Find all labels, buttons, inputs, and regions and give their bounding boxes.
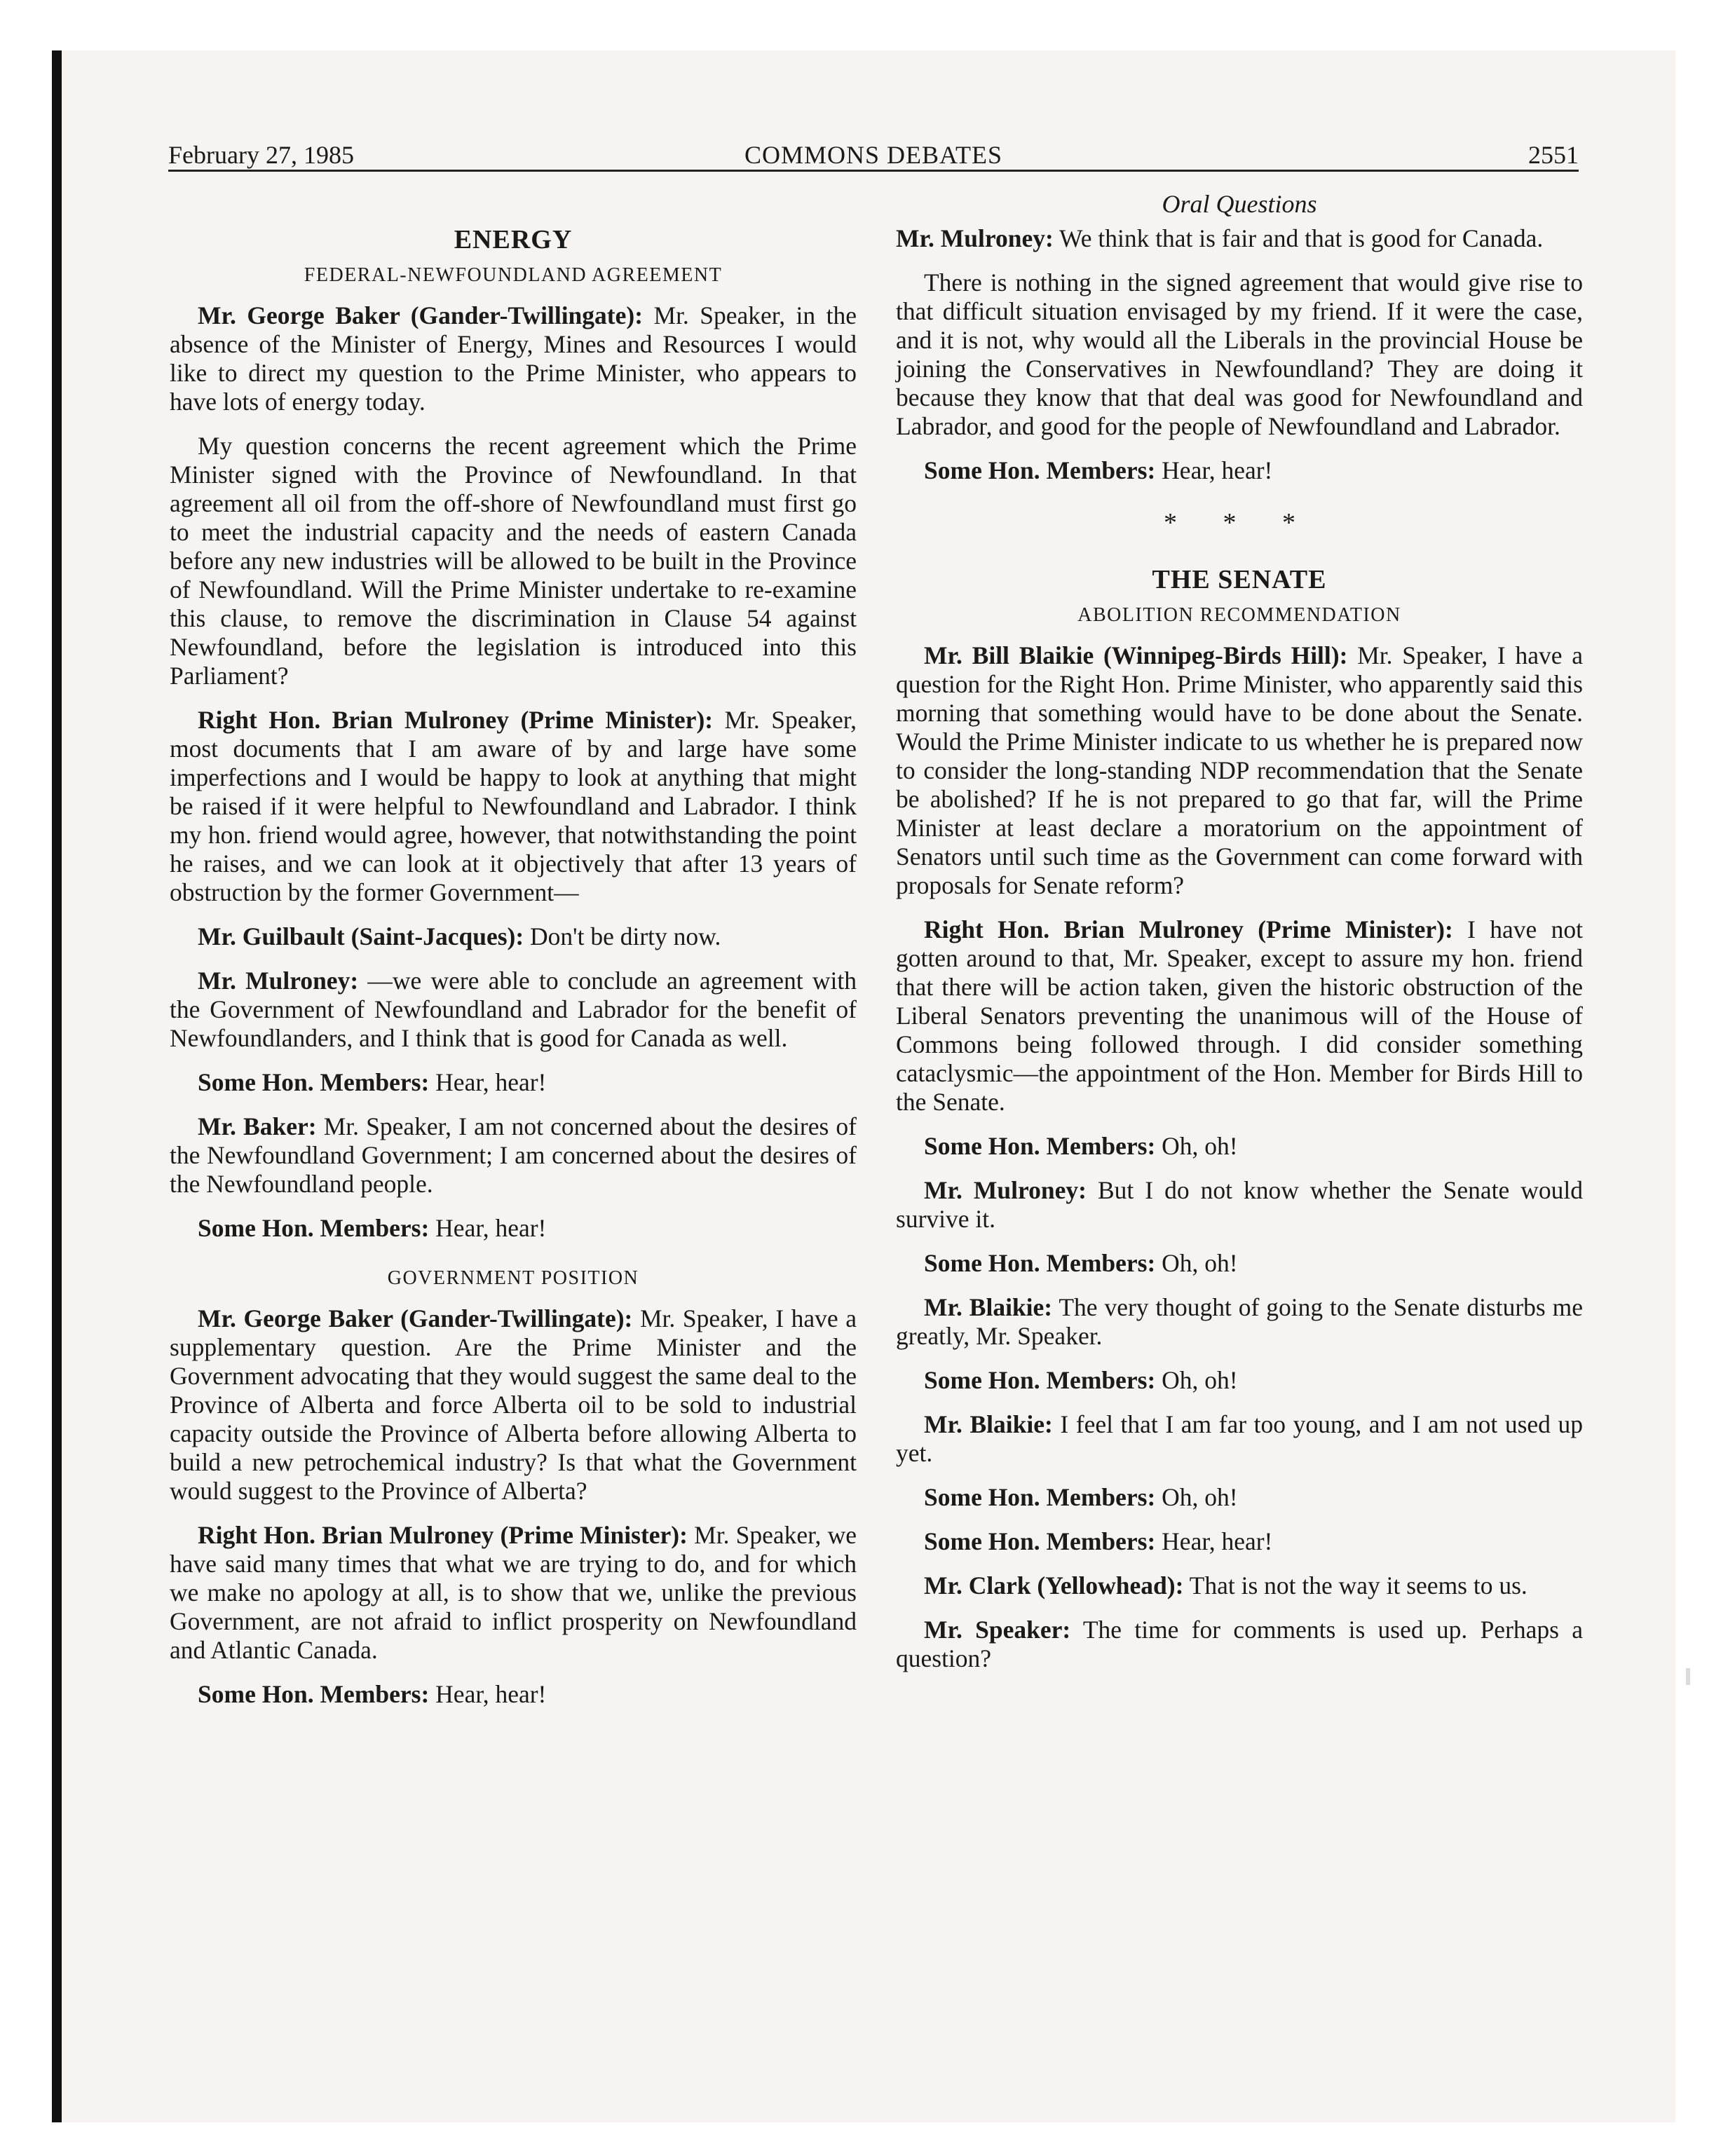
speech-text: —we were able to conclude an agreement with the Government of Newfoundland and Labrador for the benefit of Newfoundlanders, and I think that is good for Canada as well.	[170, 967, 857, 1052]
speaker-name: Right Hon. Brian Mulroney (Prime Minister):	[198, 706, 714, 734]
speech-text: Mr. Speaker, I have a supplementary question. Are the Prime Minister and the Government advocating that they would suggest the same deal to the Province of Alberta and force Alberta oil to be sold to industrial capacity outside the Province of Alberta before allowing Alberta to build a new petrochemical industry? Is that what the Government would suggest to the Province of Alberta?	[170, 1304, 857, 1505]
speaker-name: Right Hon. Brian Mulroney (Prime Minister):	[924, 915, 1453, 943]
speech-text: Mr. Speaker, in the absence of the Minister of Energy, Mines and Resources I would like to direct my question to the Prime Minister, who appears to have lots of energy today.	[170, 301, 857, 416]
paragraph	[896, 1132, 1583, 1161]
paragraph	[170, 1304, 857, 1506]
speaker-name: Mr. Guilbault (Saint-Jacques):	[198, 922, 524, 950]
speech-text: Oh, oh!	[1155, 1132, 1238, 1160]
speaker-name: Mr. George Baker (Gander-Twillingate):	[198, 301, 644, 329]
speaker-name: Mr. Mulroney:	[896, 224, 1054, 252]
paragraph	[896, 224, 1583, 253]
speaker-name: Some Hon. Members:	[924, 1249, 1156, 1277]
subheading-federal-newfoundland: FEDERAL-NEWFOUNDLAND AGREEMENT	[304, 264, 723, 286]
right-column	[896, 189, 1583, 1688]
paragraph	[896, 456, 1583, 485]
paragraph	[896, 1293, 1583, 1351]
speech-text: Hear, hear!	[429, 1068, 547, 1096]
paragraph	[896, 1176, 1583, 1234]
paragraph	[170, 301, 857, 416]
speaker-name: Mr. Blaikie:	[924, 1293, 1053, 1321]
speech-text: Mr. Speaker, I have a question for the Right Hon. Prime Minister, who apparently said this morning that something would have to be done about the Senate. Would the Prime Minister indicate to us whether he is prepared now to consider the long-standing NDP recommendation that the Senate be abolished? If he is not prepared to go that far, will the Prime Minister at least declare a moratorium on the appointment of Senators until such time as the Government can come forward with proposals for Senate reform?	[896, 641, 1583, 899]
speech-text: Mr. Speaker, we have said many times that what we are trying to do, and for which we make no apology at all, is to show that we, unlike the previous Government, are not afraid to inflict prosperity on Newfoundland and Atlantic Canada.	[170, 1521, 857, 1664]
paragraph	[170, 1112, 857, 1199]
left-column	[170, 189, 857, 1724]
speech-text: My question concerns the recent agreement which the Prime Minister signed with the Province of Newfoundland. In that agreement all oil from the off-shore of Newfoundland must first go to meet the industrial capacity and the needs of eastern Canada before any new industries will be allowed to be built in the Province of Newfoundland. Will the Prime Minister undertake to re-examine this clause, to remove the discrimination in Clause 54 against Newfoundland, before the legislation is introduced into this Parliament?	[170, 432, 857, 690]
paragraph	[896, 1366, 1583, 1395]
speech-text: Hear, hear!	[1155, 1527, 1273, 1555]
speaker-name: Mr. Blaikie:	[924, 1410, 1053, 1438]
speaker-name: Mr. Speaker:	[924, 1616, 1071, 1644]
section-title-energy: ENERGY	[454, 225, 573, 254]
speaker-name: Mr. Clark (Yellowhead):	[924, 1571, 1184, 1599]
speaker-name: Mr. George Baker (Gander-Twillingate):	[198, 1304, 633, 1332]
speaker-name: Some Hon. Members:	[198, 1214, 430, 1242]
speaker-name: Some Hon. Members:	[924, 456, 1156, 484]
speech-text: I feel that I am far too young, and I am not used up yet.	[896, 1410, 1584, 1467]
speech-text: Don't be dirty now.	[524, 922, 721, 950]
scan-binding-edge	[52, 50, 62, 2122]
speech-text: We think that is fair and that is good for Canada.	[1053, 224, 1544, 252]
speech-text: Hear, hear!	[429, 1680, 547, 1708]
paragraph	[170, 1680, 857, 1709]
speaker-name: Right Hon. Brian Mulroney (Prime Minister):	[198, 1521, 688, 1549]
speech-text: Hear, hear!	[1155, 456, 1273, 484]
paragraph	[170, 1214, 857, 1243]
speaker-name: Mr. Baker:	[198, 1112, 317, 1140]
speaker-name: Some Hon. Members:	[924, 1132, 1156, 1160]
speech-text: Oh, oh!	[1155, 1483, 1238, 1511]
paragraph	[896, 1483, 1583, 1512]
speech-text: The very thought of going to the Senate disturbs me greatly, Mr. Speaker.	[896, 1293, 1584, 1350]
speaker-name: Mr. Bill Blaikie (Winnipeg-Birds Hill):	[924, 641, 1348, 669]
speech-text: Mr. Speaker, I am not concerned about the desires of the Newfoundland Government; I am concerned about the desires of the Newfoundland people.	[170, 1112, 857, 1198]
paragraph	[170, 1068, 857, 1097]
running-head: Oral Questions	[1162, 190, 1317, 218]
speech-text: The time for comments is used up. Perhaps a question?	[896, 1616, 1583, 1672]
speech-text: Mr. Speaker, most documents that I am aware of by and large have some imperfections and I would be happy to look at anything that might be raised if it were helpful to Newfoundland and Labrador. I think my hon. friend would agree, however, that notwithstanding the point he raises, and we can look at it objectively that after 13 years of obstruction by the former Government—	[170, 706, 857, 906]
subheading-abolition: ABOLITION RECOMMENDATION	[1077, 604, 1401, 626]
speaker-name: Some Hon. Members:	[198, 1680, 430, 1708]
header-date: February 27, 1985	[168, 141, 354, 169]
speaker-name: Some Hon. Members:	[924, 1527, 1156, 1555]
section-separator: * * *	[1164, 508, 1315, 538]
paragraph	[896, 268, 1583, 441]
subheading-government-position: GOVERNMENT POSITION	[387, 1267, 639, 1289]
section-title-senate: THE SENATE	[1152, 565, 1327, 594]
speech-text: That is not the way it seems to us.	[1183, 1571, 1528, 1599]
speech-text: Hear, hear!	[429, 1214, 547, 1242]
speech-text: But I do not know whether the Senate would survive it.	[896, 1176, 1583, 1233]
paragraph	[170, 967, 857, 1053]
paragraph	[896, 1249, 1583, 1278]
paragraph	[170, 922, 857, 951]
speaker-name: Mr. Mulroney:	[924, 1176, 1087, 1204]
header-rule	[168, 170, 1579, 172]
speech-text: I have not gotten around to that, Mr. Speaker, except to assure my hon. friend that there will be action taken, given the historic obstruction of the Liberal Senators preventing the unanimous will of the House of Commons being followed through. I did consider something cataclysmic—the appointment of the Hon. Member for Birds Hill to the Senate.	[896, 915, 1583, 1116]
paragraph	[170, 1521, 857, 1665]
paragraph	[896, 1410, 1583, 1468]
header-title: COMMONS DEBATES	[744, 141, 1003, 169]
speech-text: Oh, oh!	[1155, 1249, 1238, 1277]
page-header	[168, 137, 1579, 172]
speaker-name: Mr. Mulroney:	[198, 967, 359, 995]
paragraph	[896, 1616, 1583, 1673]
page-number: 2551	[1528, 141, 1579, 169]
speaker-name: Some Hon. Members:	[924, 1483, 1156, 1511]
paragraph	[896, 1527, 1583, 1556]
speech-text: Oh, oh!	[1155, 1366, 1238, 1394]
paragraph	[896, 1571, 1583, 1600]
scan-mark	[1686, 1668, 1690, 1685]
speaker-name: Some Hon. Members:	[924, 1366, 1156, 1394]
speech-text: There is nothing in the signed agreement that would give rise to that difficult situation envisaged by my friend. If it were the case, and it is not, why would all the Liberals in the provincial House be joining the Conservatives in Newfoundland? They are doing it because they know that that deal was good for Newfoundland and Labrador, and good for the people of Newfoundland and Labrador.	[896, 268, 1583, 440]
paragraph	[896, 641, 1583, 900]
paragraph	[170, 432, 857, 690]
paragraph	[896, 915, 1583, 1117]
speaker-name: Some Hon. Members:	[198, 1068, 430, 1096]
paragraph	[170, 706, 857, 907]
